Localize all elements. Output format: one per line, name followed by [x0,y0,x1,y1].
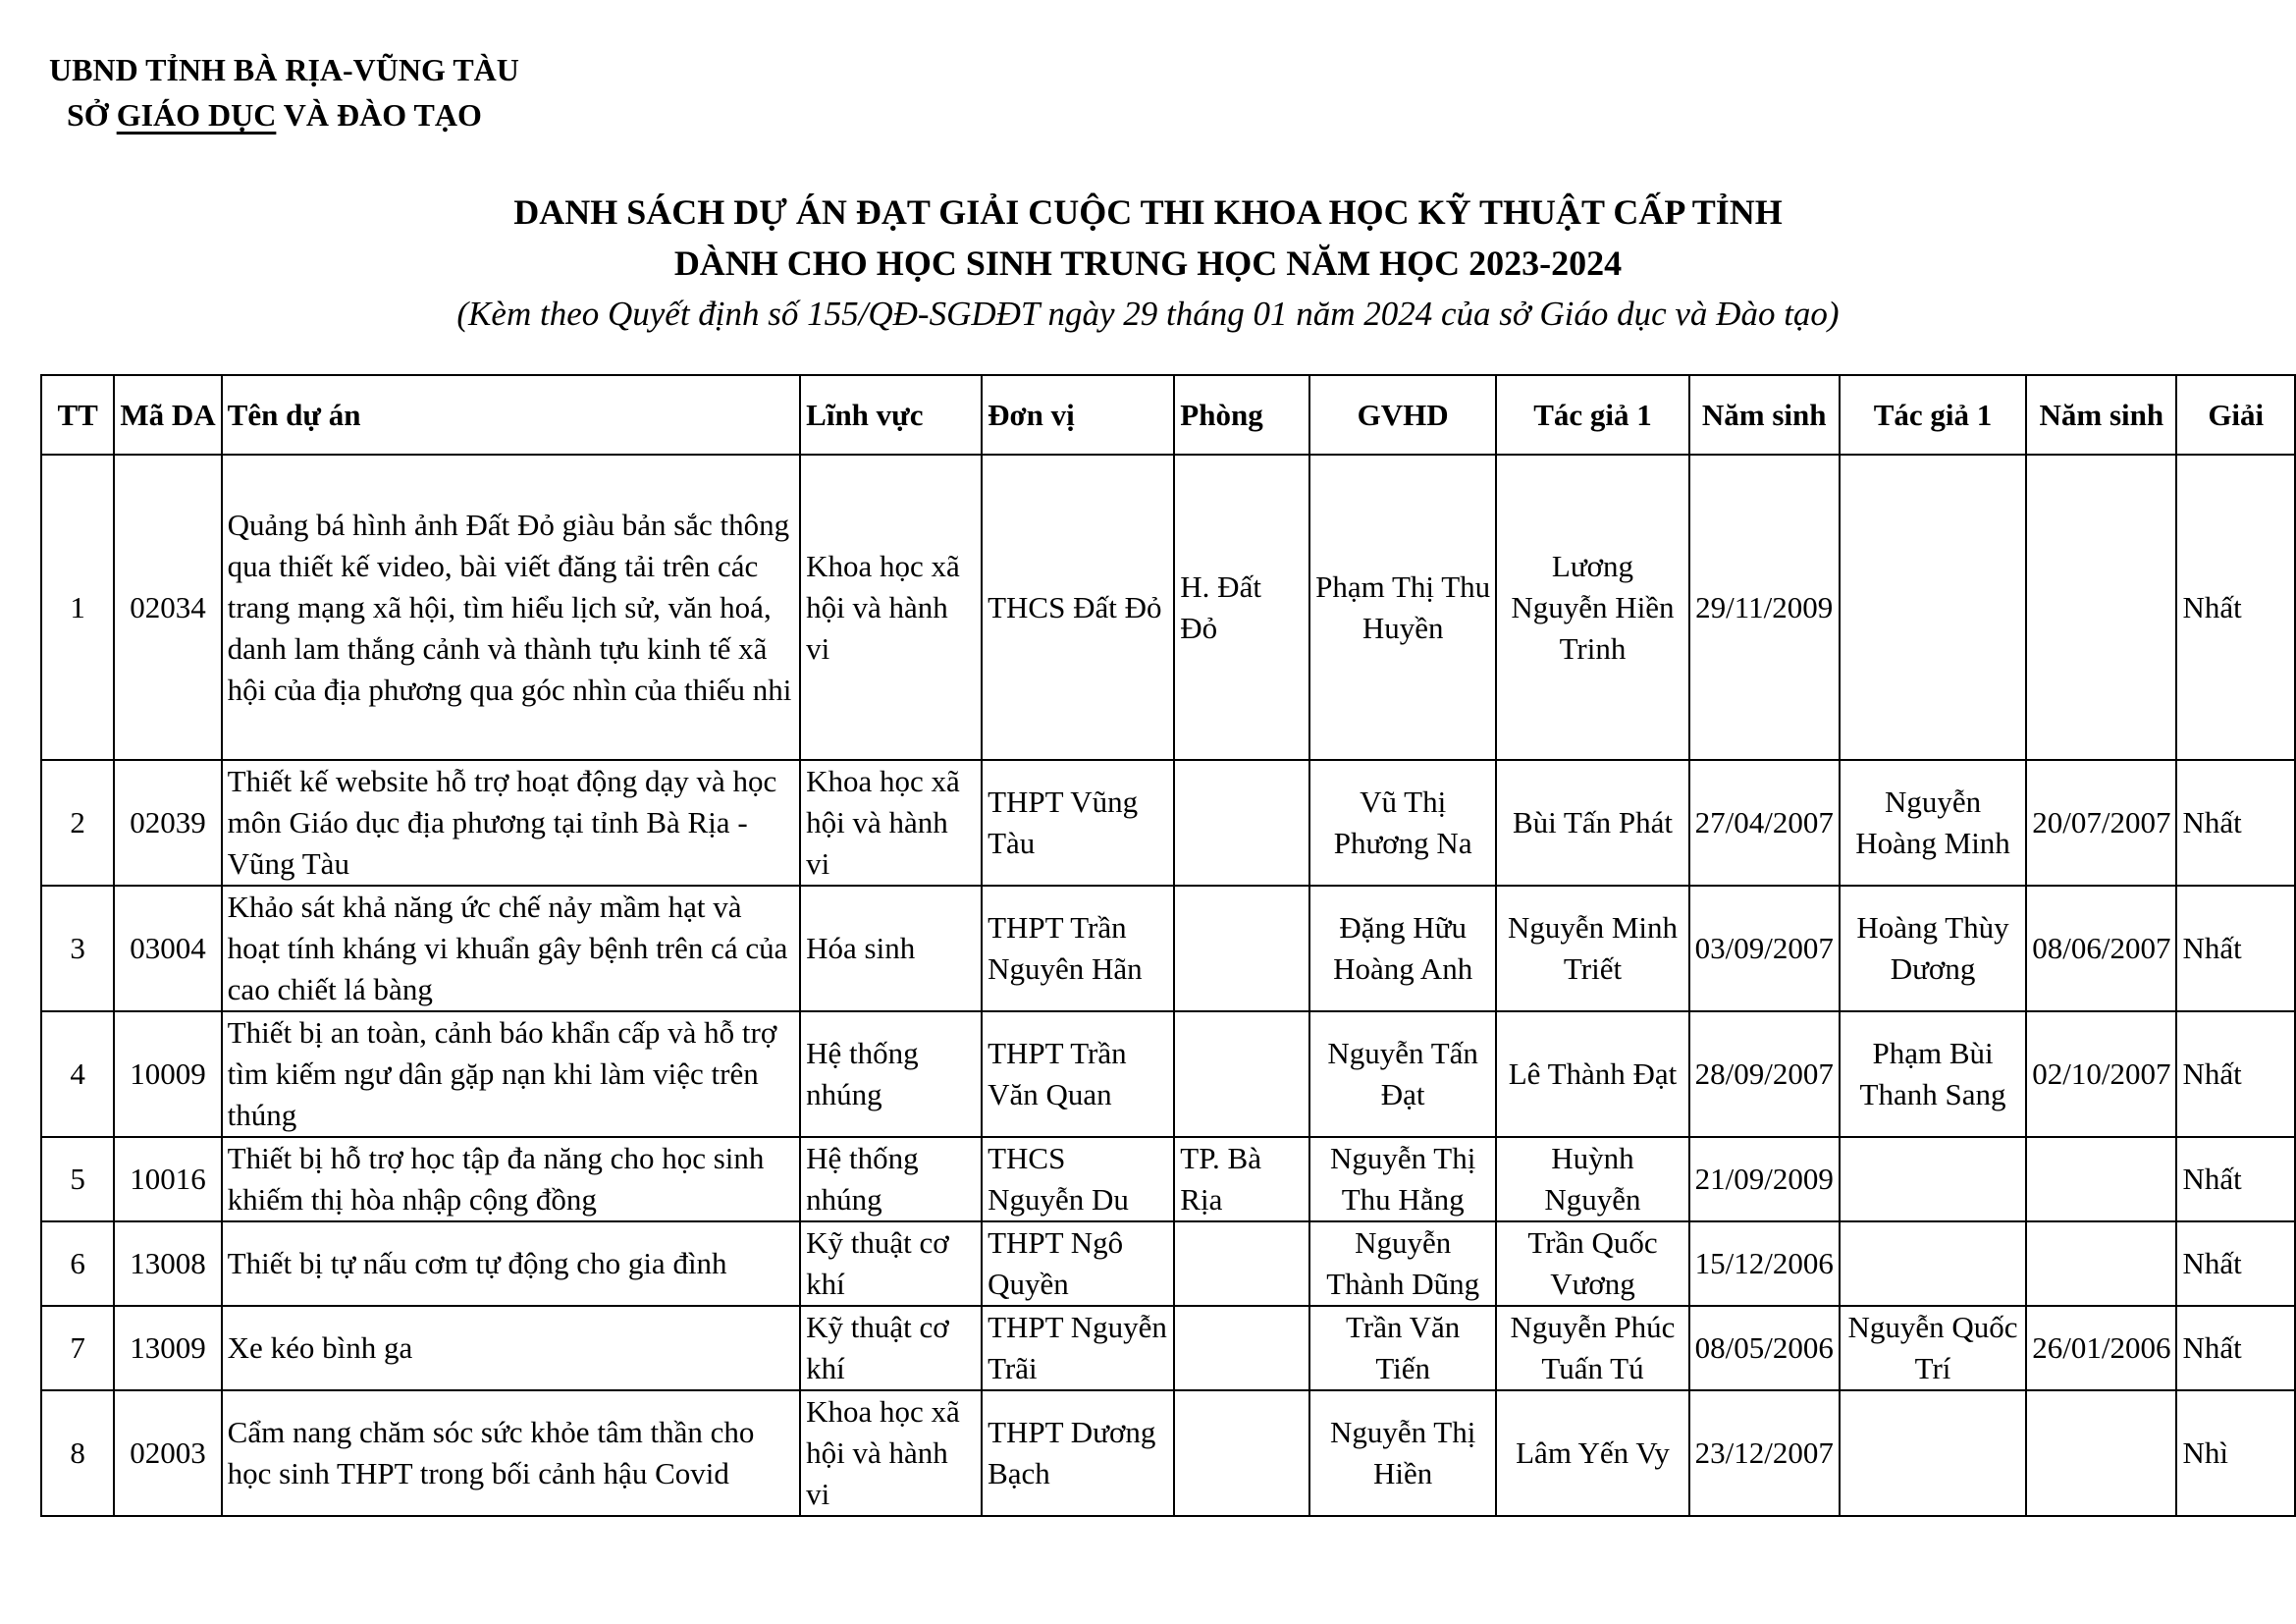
table-cell: Thiết bị an toàn, cảnh báo khẩn cấp và hỗ trợ tìm kiếm ngư dân gặp nạn khi làm việc trên thúng [222,1011,800,1137]
table-cell: THCS Đất Đỏ [982,455,1174,760]
table-row [41,1390,2295,1516]
table-row [41,455,2295,760]
table-cell: Nguyễn Quốc Trí [1840,1306,2026,1390]
table-cell: Xe kéo bình ga [222,1306,800,1390]
table-cell: Nguyễn Phúc Tuấn Tú [1496,1306,1688,1390]
table-row [41,1221,2295,1306]
org-line-2-prefix: SỞ [67,97,117,133]
header-cell: Đơn vị [982,375,1174,455]
table-cell: Nhất [2176,455,2295,760]
header-cell: Phòng [1174,375,1309,455]
table-cell: Nhất [2176,760,2295,886]
header-cell: Tác giả 1 [1496,375,1688,455]
table-cell: Nhất [2176,1221,2295,1306]
table-cell: THPT Trần Nguyên Hãn [982,886,1174,1011]
table-cell [1174,1011,1309,1137]
table-cell: Phạm Thị Thu Huyền [1309,455,1496,760]
table-cell: 20/07/2007 [2026,760,2176,886]
table-row [41,760,2295,886]
table-cell [1840,1390,2026,1516]
table-cell [1174,886,1309,1011]
table-cell: Nguyễn Minh Triết [1496,886,1688,1011]
table-cell: Bùi Tấn Phát [1496,760,1688,886]
table-cell: Kỹ thuật cơ khí [800,1221,982,1306]
table-header-row [41,375,2295,455]
table-cell: Hệ thống nhúng [800,1137,982,1221]
table-cell: Thiết bị hỗ trợ học tập đa năng cho học sinh khiếm thị hòa nhập cộng đồng [222,1137,800,1221]
table-cell [1174,1221,1309,1306]
table-cell: 15/12/2006 [1689,1221,1840,1306]
table-cell: Thiết bị tự nấu cơm tự động cho gia đình [222,1221,800,1306]
table-cell: Huỳnh Nguyễn [1496,1137,1688,1221]
table-cell: THCS Nguyễn Du [982,1137,1174,1221]
table-cell: Nguyễn Thành Dũng [1309,1221,1496,1306]
header-cell: Năm sinh [1689,375,1840,455]
table-cell: Hoàng Thùy Dương [1840,886,2026,1011]
table-cell: 3 [41,886,114,1011]
table-row [41,1011,2295,1137]
table-cell: Quảng bá hình ảnh Đất Đỏ giàu bản sắc thông qua thiết kế video, bài viết đăng tải trên các trang mạng xã hội, tìm hiểu lịch sử, văn hoá, danh lam thắng cảnh và thành tựu kinh tế xã hội của địa phương qua góc nhìn của thiếu nhi [222,455,800,760]
table-cell: 26/01/2006 [2026,1306,2176,1390]
table-cell: Vũ Thị Phương Na [1309,760,1496,886]
table-cell: 4 [41,1011,114,1137]
table-cell: 29/11/2009 [1689,455,1840,760]
table-cell [1174,1306,1309,1390]
table-cell: 03004 [114,886,221,1011]
table-cell: 10009 [114,1011,221,1137]
table-cell: 28/09/2007 [1689,1011,1840,1137]
table-cell: Hệ thống nhúng [800,1011,982,1137]
header-cell: Giải [2176,375,2295,455]
table-row [41,1306,2295,1390]
table-cell: Hóa sinh [800,886,982,1011]
table-cell: Kỹ thuật cơ khí [800,1306,982,1390]
table-cell: Nhất [2176,1011,2295,1137]
table-cell: 02003 [114,1390,221,1516]
table-cell: 13008 [114,1221,221,1306]
table-cell: 02/10/2007 [2026,1011,2176,1137]
table-row [41,886,2295,1011]
header-cell: Năm sinh [2026,375,2176,455]
table-cell: 21/09/2009 [1689,1137,1840,1221]
table-cell: 02034 [114,455,221,760]
org-line-2 [49,92,519,137]
header-cell: Lĩnh vực [800,375,982,455]
table-cell: 13009 [114,1306,221,1390]
org-line-2-underlined: GIÁO DỤC [116,97,277,133]
header-cell: Tác giả 1 [1840,375,2026,455]
table-cell: Nhất [2176,886,2295,1011]
org-line-2-suffix: VÀ ĐÀO TẠO [276,97,482,133]
table-cell [1174,1390,1309,1516]
table-cell: THPT Vũng Tàu [982,760,1174,886]
document-heading [0,187,2296,340]
table-cell: TP. Bà Rịa [1174,1137,1309,1221]
document-subtitle: (Kèm theo Quyết định số 155/QĐ-SGDĐT ngày 29 tháng 01 năm 2024 của sở Giáo dục và Đào tạo) [456,295,1840,333]
table-cell: Thiết kế website hỗ trợ hoạt động dạy và học môn Giáo dục địa phương tại tỉnh Bà Rịa - Vũng Tàu [222,760,800,886]
table-cell: Khoa học xã hội và hành vi [800,760,982,886]
table-cell: Lê Thành Đạt [1496,1011,1688,1137]
table-cell: Nhất [2176,1306,2295,1390]
table-cell: Cẩm nang chăm sóc sức khỏe tâm thần cho học sinh THPT trong bối cảnh hậu Covid [222,1390,800,1516]
table-cell: Nguyễn Thị Hiền [1309,1390,1496,1516]
table-cell: 23/12/2007 [1689,1390,1840,1516]
table-cell: Đặng Hữu Hoàng Anh [1309,886,1496,1011]
org-line-1: UBND TỈNH BÀ RỊA-VŨNG TÀU [49,52,519,87]
header-cell: GVHD [1309,375,1496,455]
awards-table [40,374,2296,1517]
table-row [41,1137,2295,1221]
table-cell [2026,1137,2176,1221]
table-cell: Nguyễn Tấn Đạt [1309,1011,1496,1137]
table-cell: Nguyễn Thị Thu Hằng [1309,1137,1496,1221]
table-cell: 6 [41,1221,114,1306]
table-cell: Khoa học xã hội và hành vi [800,455,982,760]
table-cell: Nguyễn Hoàng Minh [1840,760,2026,886]
table-cell [1840,455,2026,760]
table-cell: 1 [41,455,114,760]
table-cell: Nhất [2176,1137,2295,1221]
table-cell: Phạm Bùi Thanh Sang [1840,1011,2026,1137]
table-cell: 03/09/2007 [1689,886,1840,1011]
header-cell: TT [41,375,114,455]
table-cell: Trần Văn Tiến [1309,1306,1496,1390]
table-cell [1840,1137,2026,1221]
table-cell: 02039 [114,760,221,886]
table-cell: 2 [41,760,114,886]
table-cell [2026,1390,2176,1516]
table-cell: Lương Nguyễn Hiền Trinh [1496,455,1688,760]
table-cell [2026,455,2176,760]
document-title-line-1: DANH SÁCH DỰ ÁN ĐẠT GIẢI CUỘC THI KHOA HỌC KỸ THUẬT CẤP TỈNH [513,192,1783,232]
table-cell: THPT Ngô Quyền [982,1221,1174,1306]
issuing-organization [49,47,519,137]
table-cell: Nhì [2176,1390,2295,1516]
table-cell [1174,760,1309,886]
table-cell [2026,1221,2176,1306]
table-cell: 08/05/2006 [1689,1306,1840,1390]
table-cell: Khảo sát khả năng ức chế nảy mầm hạt và hoạt tính kháng vi khuẩn gây bệnh trên cá của cao chiết lá bàng [222,886,800,1011]
table-cell [1840,1221,2026,1306]
table-cell: THPT Trần Văn Quan [982,1011,1174,1137]
table-cell: 08/06/2007 [2026,886,2176,1011]
table-cell: Khoa học xã hội và hành vi [800,1390,982,1516]
table-cell: THPT Dương Bạch [982,1390,1174,1516]
table-cell: 8 [41,1390,114,1516]
header-cell: Tên dự án [222,375,800,455]
table-cell: H. Đất Đỏ [1174,455,1309,760]
table-cell: Trần Quốc Vương [1496,1221,1688,1306]
table-cell: 5 [41,1137,114,1221]
table-cell: Lâm Yến Vy [1496,1390,1688,1516]
header-cell: Mã DA [114,375,221,455]
table-cell: 10016 [114,1137,221,1221]
table-cell: 27/04/2007 [1689,760,1840,886]
table-cell: 7 [41,1306,114,1390]
table-cell: THPT Nguyễn Trãi [982,1306,1174,1390]
document-title-line-2: DÀNH CHO HỌC SINH TRUNG HỌC NĂM HỌC 2023-2024 [673,244,1623,283]
